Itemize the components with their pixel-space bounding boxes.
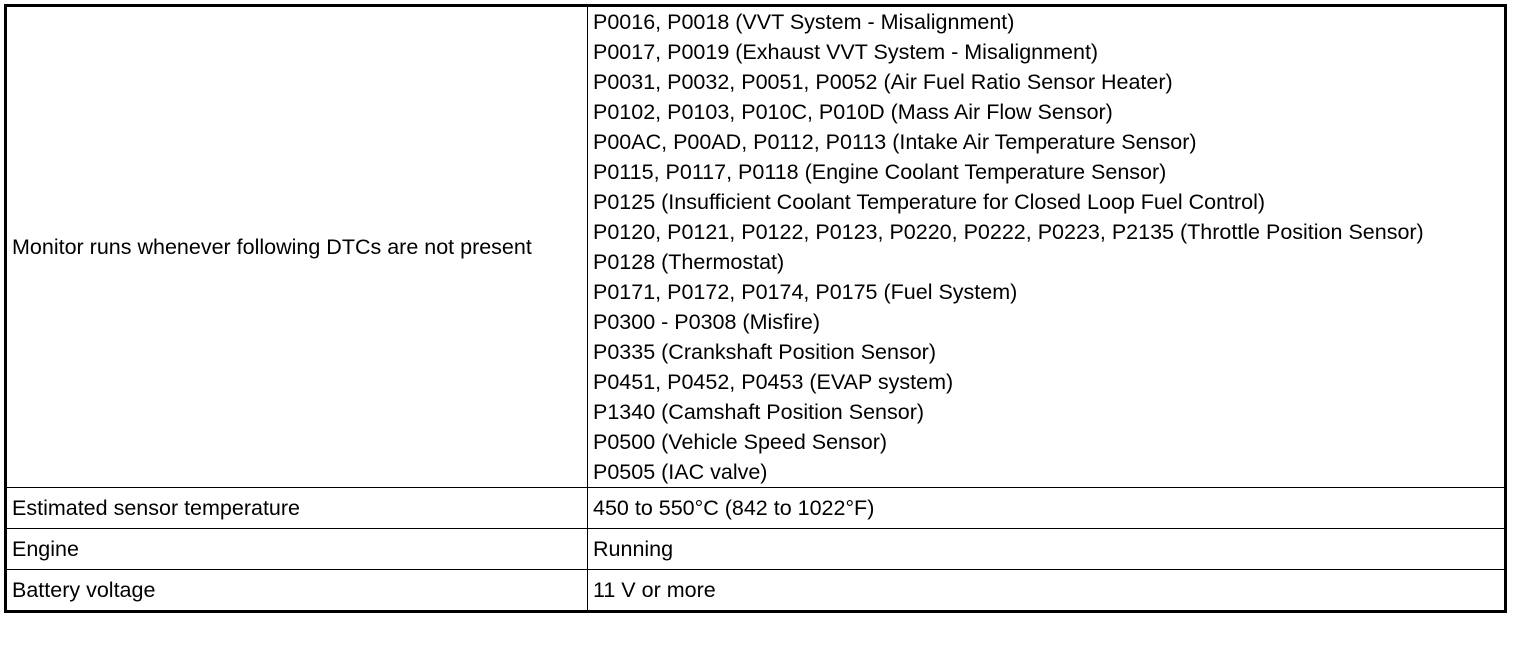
dtc-item: P0451, P0452, P0453 (EVAP system): [593, 370, 954, 394]
dtc-list-cell: [588, 6, 1506, 488]
table-row: [6, 488, 1506, 529]
dtc-item: P0102, P0103, P010C, P010D (Mass Air Flow Sensor): [593, 100, 1113, 124]
dtc-item: P0125 (Insufficient Coolant Temperature for Closed Loop Fuel Control): [593, 190, 1266, 214]
dtc-item: P0016, P0018 (VVT System - Misalignment): [593, 10, 1015, 34]
table-row: [6, 570, 1506, 612]
dtc-item: P0115, P0117, P0118 (Engine Coolant Temperature Sensor): [593, 160, 1167, 184]
value-cell: 11 V or more: [588, 570, 1506, 612]
dtc-item: P0300 - P0308 (Misfire): [593, 310, 821, 334]
condition-cell: Estimated sensor temperature: [6, 488, 588, 529]
value-cell: 450 to 550°C (842 to 1022°F): [588, 488, 1506, 529]
condition-cell: Monitor runs whenever following DTCs are not present: [6, 6, 588, 488]
dtc-item: P0031, P0032, P0051, P0052 (Air Fuel Ratio Sensor Heater): [593, 70, 1173, 94]
table-row: [6, 529, 1506, 570]
dtc-item: P0335 (Crankshaft Position Sensor): [593, 340, 936, 364]
dtc-item: P00AC, P00AD, P0112, P0113 (Intake Air Temperature Sensor): [593, 130, 1197, 154]
table-row: [6, 6, 1506, 488]
dtc-item: P0017, P0019 (Exhaust VVT System - Misalignment): [593, 40, 1099, 64]
monitor-conditions-table: [4, 4, 1507, 613]
dtc-item: P0500 (Vehicle Speed Sensor): [593, 430, 888, 454]
condition-cell: Battery voltage: [6, 570, 588, 612]
dtc-item: P0128 (Thermostat): [593, 250, 785, 274]
dtc-item: P0171, P0172, P0174, P0175 (Fuel System): [593, 280, 1018, 304]
dtc-item: P0505 (IAC valve): [593, 460, 768, 484]
value-cell: Running: [588, 529, 1506, 570]
dtc-item: P1340 (Camshaft Position Sensor): [593, 400, 925, 424]
condition-cell: Engine: [6, 529, 588, 570]
dtc-item: P0120, P0121, P0122, P0123, P0220, P0222, P0223, P2135 (Throttle Position Sensor): [593, 220, 1424, 244]
